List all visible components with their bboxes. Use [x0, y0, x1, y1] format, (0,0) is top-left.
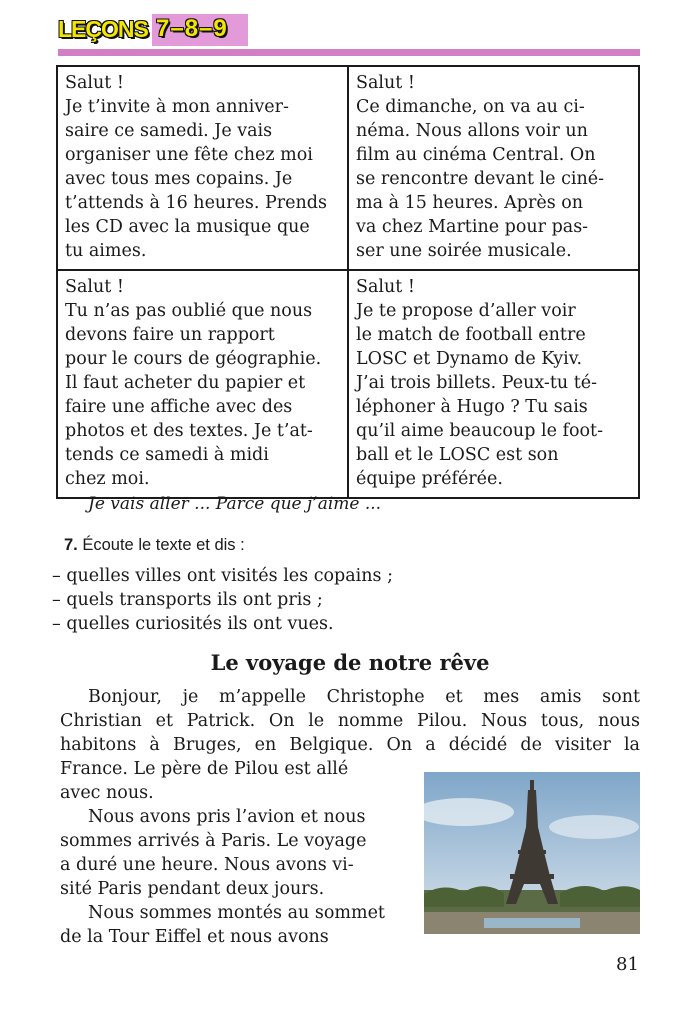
story-line: Christian et Patrick. On le nomme Pilou. Nous tous, nous [60, 711, 640, 731]
message-line: léphoner à Hugo ? Tu sais [356, 397, 588, 417]
story-body [60, 757, 410, 949]
message-line: faire une affiche avec des [65, 397, 293, 417]
exercise-instruction: Écoute le texte et dis : [82, 536, 245, 554]
message-line: tends ce samedi à midi [65, 445, 269, 465]
message-line: tu aimes. [65, 241, 147, 261]
message-line: devons faire un rapport [65, 325, 275, 345]
message-line: va chez Martine pour pas- [356, 217, 589, 237]
exercise-heading [64, 536, 245, 555]
message-greeting: Salut ! [356, 277, 415, 297]
story-line: de la Tour Eiffel et nous avons [60, 927, 329, 947]
story-line: avec nous. [60, 783, 154, 803]
list-item: – quels transports ils ont pris ; [52, 590, 323, 610]
message-line: film au cinéma Central. On [356, 145, 596, 165]
story-intro [60, 685, 640, 757]
message-line: chez moi. [65, 469, 150, 489]
model-phrase: Je vais aller ... Parce que j’aime ... [88, 494, 382, 514]
message-cell [348, 270, 639, 498]
message-cell [57, 270, 348, 498]
message-line: Tu n’as pas oublié que nous [65, 301, 313, 321]
message-line: photos et des textes. Je t’at- [65, 421, 313, 441]
exercise-number: 7. [64, 536, 78, 554]
list-item: – quelles villes ont visités les copains ; [52, 566, 393, 586]
message-greeting: Salut ! [356, 73, 415, 93]
message-line: ball et le LOSC est son [356, 445, 559, 465]
story-line: Nous avons pris l’avion et nous [88, 807, 366, 827]
message-line: t’attends à 16 heures. Prends [65, 193, 327, 213]
message-line: se rencontre devant le ciné- [356, 169, 605, 189]
message-line: Il faut acheter du papier et [65, 373, 306, 393]
story-line: sommes arrivés à Paris. Le voyage [60, 831, 367, 851]
message-line: ser une soirée musicale. [356, 241, 572, 261]
lessons-label: LEÇONS [58, 16, 148, 42]
messages-table [56, 65, 640, 499]
story-line: sité Paris pendant deux jours. [60, 879, 325, 899]
message-line: avec tous mes copains. Je [65, 169, 293, 189]
question-list [52, 564, 393, 636]
message-line: Ce dimanche, on va au ci- [356, 97, 585, 117]
list-item: – quelles curiosités ils ont vues. [52, 614, 334, 634]
message-line: ma à 15 heures. Après on [356, 193, 584, 213]
page-number: 81 [616, 954, 639, 975]
lesson-number-box [152, 14, 248, 46]
eiffel-tower-photo [424, 772, 640, 934]
story-line: a duré une heure. Nous avons vi- [60, 855, 354, 875]
message-cell [57, 66, 348, 270]
message-line: pour le cours de géographie. [65, 349, 322, 369]
story-line: France. Le père de Pilou est allé [60, 759, 349, 779]
message-line: le match de football entre [356, 325, 586, 345]
header-rule [58, 49, 640, 56]
story-line: Nous sommes montés au sommet [88, 903, 385, 923]
message-line: les CD avec la musique que [65, 217, 310, 237]
message-line: LOSC et Dynamo de Kyiv. [356, 349, 583, 369]
story-line: habitons à Bruges, en Belgique. On a décidé de visiter la [60, 735, 640, 755]
message-line: qu’il aime beaucoup le foot- [356, 421, 603, 441]
story-line: Bonjour, je m’appelle Christophe et mes amis sont [88, 687, 640, 707]
message-line: néma. Nous allons voir un [356, 121, 588, 141]
message-line: J’ai trois billets. Peux-tu té- [356, 373, 597, 393]
message-line: Je t’invite à mon anniver- [65, 97, 289, 117]
message-line: Je te propose d’aller voir [356, 301, 576, 321]
message-line: saire ce samedi. Je vais [65, 121, 273, 141]
lesson-numbers: 7–8–9 [156, 15, 228, 42]
message-line: organiser une fête chez moi [65, 145, 313, 165]
message-cell [348, 66, 639, 270]
message-greeting: Salut ! [65, 277, 124, 297]
message-line: équipe préférée. [356, 469, 503, 489]
message-greeting: Salut ! [65, 73, 124, 93]
story-title: Le voyage de notre rêve [210, 650, 490, 675]
